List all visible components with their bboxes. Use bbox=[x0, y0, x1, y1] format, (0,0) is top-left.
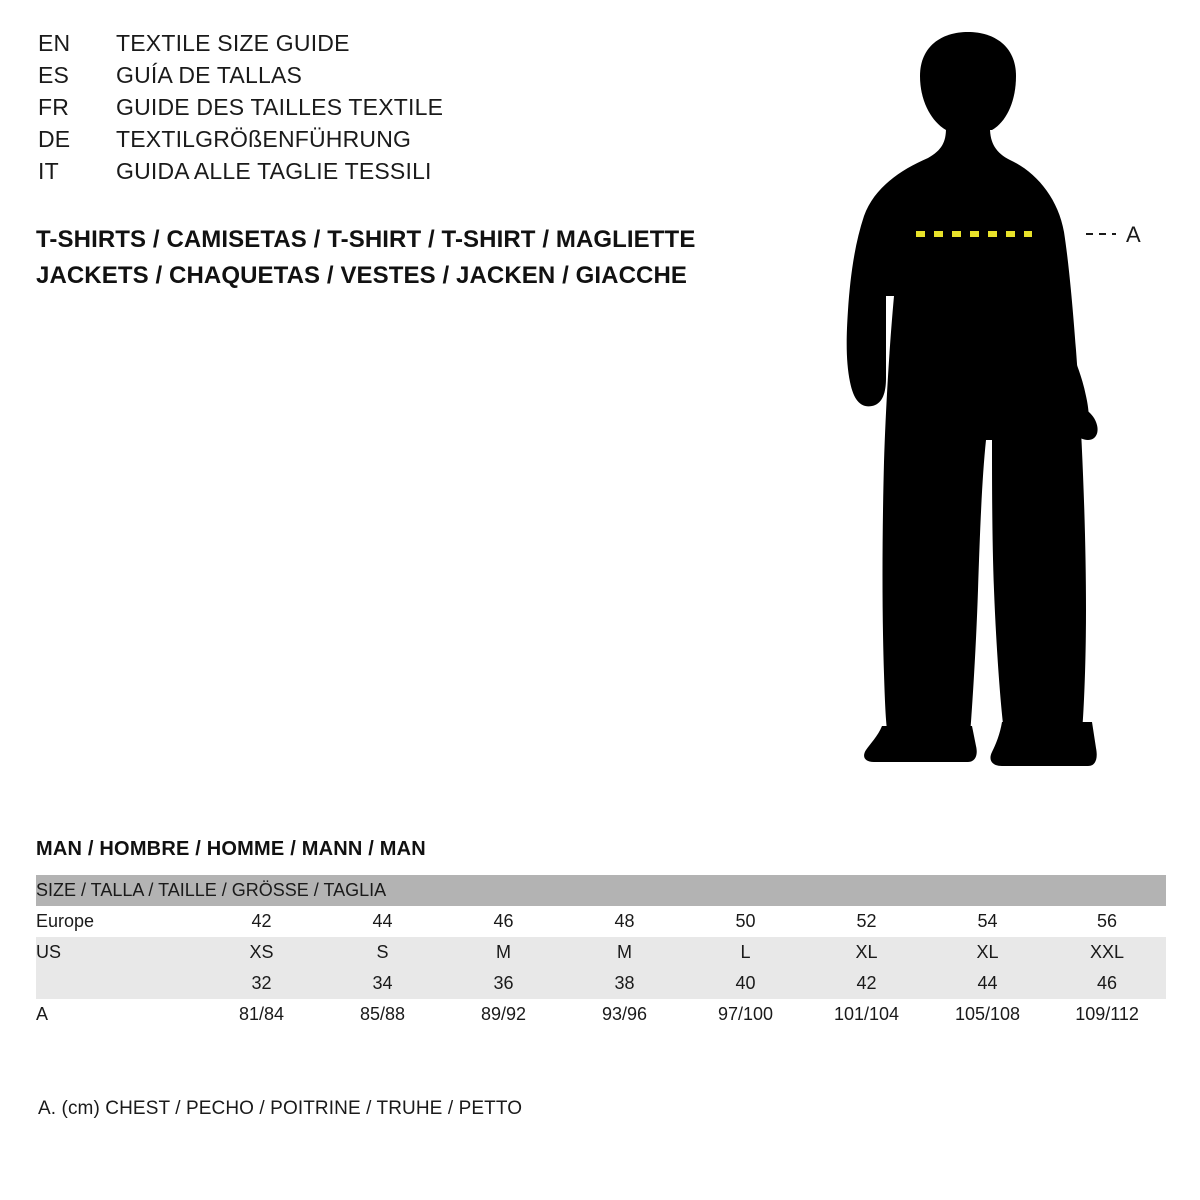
table-cell: 42 bbox=[201, 906, 322, 937]
row-label: Europe bbox=[36, 906, 201, 937]
language-row bbox=[38, 126, 738, 158]
language-code: ES bbox=[38, 62, 70, 88]
size-table-section bbox=[36, 838, 1166, 1030]
gender-title: MAN / HOMBRE / HOMME / MANN / MAN bbox=[36, 838, 426, 860]
language-row bbox=[38, 94, 738, 126]
table-cell: M bbox=[564, 937, 685, 968]
table-cell: 105/108 bbox=[927, 999, 1048, 1030]
row-label: US bbox=[36, 937, 201, 968]
chest-marker-label: A bbox=[1126, 222, 1141, 247]
table-cell: XS bbox=[201, 937, 322, 968]
table-cell: XXL bbox=[1048, 937, 1166, 968]
table-cell: 93/96 bbox=[564, 999, 685, 1030]
table-row bbox=[36, 937, 1166, 968]
language-code: FR bbox=[38, 94, 70, 120]
language-code: EN bbox=[38, 30, 71, 56]
table-cell: 42 bbox=[806, 968, 927, 999]
table-cell: 81/84 bbox=[201, 999, 322, 1030]
table-cell: 46 bbox=[1048, 968, 1166, 999]
row-label: A bbox=[36, 999, 201, 1030]
table-cell: 44 bbox=[322, 906, 443, 937]
language-row bbox=[38, 62, 738, 94]
language-title: GUÍA DE TALLAS bbox=[116, 62, 303, 88]
language-code: DE bbox=[38, 126, 71, 152]
table-cell: 34 bbox=[322, 968, 443, 999]
table-cell: S bbox=[322, 937, 443, 968]
size-header-label: SIZE / TALLA / TAILLE / GRÖSSE / TAGLIA bbox=[36, 875, 1166, 906]
table-cell: 40 bbox=[685, 968, 806, 999]
marker-leader-line bbox=[1086, 233, 1116, 235]
language-code: IT bbox=[38, 158, 59, 184]
table-cell: 89/92 bbox=[443, 999, 564, 1030]
male-silhouette-figure bbox=[820, 10, 1180, 800]
row-label bbox=[36, 968, 201, 999]
language-title: GUIDE DES TAILLES TEXTILE bbox=[116, 94, 444, 120]
table-cell: 44 bbox=[927, 968, 1048, 999]
table-cell: M bbox=[443, 937, 564, 968]
table-cell: 54 bbox=[927, 906, 1048, 937]
table-cell: L bbox=[685, 937, 806, 968]
language-title: TEXTILGRÖßENFÜHRUNG bbox=[116, 126, 412, 152]
silhouette-body-icon bbox=[847, 32, 1098, 766]
table-header-row bbox=[36, 875, 1166, 906]
table-cell: 46 bbox=[443, 906, 564, 937]
table-cell: 38 bbox=[564, 968, 685, 999]
language-title: GUIDA ALLE TAGLIE TESSILI bbox=[116, 158, 432, 184]
table-cell: 56 bbox=[1048, 906, 1166, 937]
table-cell: 52 bbox=[806, 906, 927, 937]
table-row bbox=[36, 968, 1166, 999]
size-table bbox=[36, 875, 1166, 1030]
language-row bbox=[38, 30, 738, 62]
table-row bbox=[36, 906, 1166, 937]
table-cell: 36 bbox=[443, 968, 564, 999]
table-cell: 50 bbox=[685, 906, 806, 937]
category-line-tshirts: T-SHIRTS / CAMISETAS / T-SHIRT / T-SHIRT / MAGLIETTE bbox=[36, 226, 696, 253]
category-line-jackets: JACKETS / CHAQUETAS / VESTES / JACKEN / GIACCHE bbox=[36, 262, 688, 289]
table-cell: 48 bbox=[564, 906, 685, 937]
garment-category-block bbox=[36, 222, 796, 294]
language-row bbox=[38, 158, 738, 190]
table-cell: 101/104 bbox=[806, 999, 927, 1030]
measurement-footnote: A. (cm) CHEST / PECHO / POITRINE / TRUHE / PETTO bbox=[38, 1098, 523, 1119]
table-cell: 109/112 bbox=[1048, 999, 1166, 1030]
language-header-block bbox=[38, 30, 738, 190]
language-title: TEXTILE SIZE GUIDE bbox=[116, 30, 350, 56]
table-cell: 85/88 bbox=[322, 999, 443, 1030]
table-cell: 97/100 bbox=[685, 999, 806, 1030]
table-row bbox=[36, 999, 1166, 1030]
table-cell: XL bbox=[806, 937, 927, 968]
table-cell: 32 bbox=[201, 968, 322, 999]
table-cell: XL bbox=[927, 937, 1048, 968]
